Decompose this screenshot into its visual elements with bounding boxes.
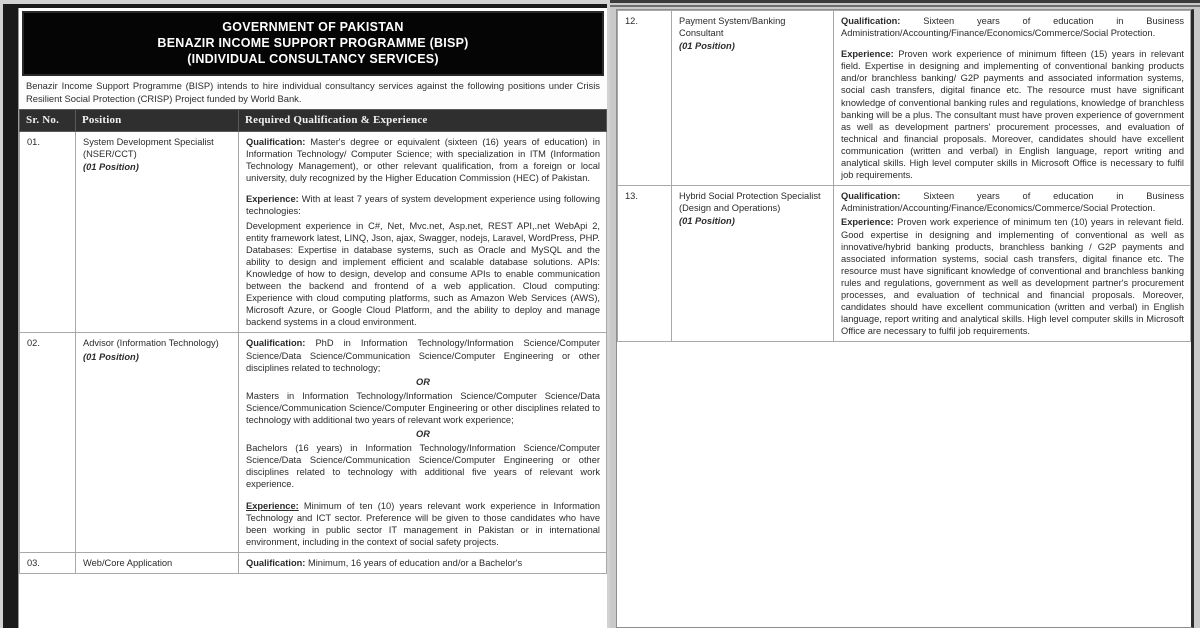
position-count: (01 Position) (679, 216, 735, 227)
position-count: (01 Position) (679, 41, 735, 52)
qualification-block (841, 190, 1184, 214)
qualification-label: Qualification: (841, 191, 901, 202)
table-row (20, 333, 607, 553)
experience-label: Experience: (246, 500, 299, 511)
cell-requirements (834, 186, 1191, 342)
cell-sr-no: 12. (618, 11, 672, 186)
qualification-block (841, 15, 1184, 39)
qualification-label: Qualification: (246, 338, 306, 349)
experience-label: Experience: (246, 194, 299, 205)
experience-label: Experience: (841, 217, 894, 228)
advertisement-banner (22, 11, 604, 76)
right-page-scan (610, 0, 1200, 628)
cell-position (672, 186, 834, 342)
cell-sr-no: 03. (20, 552, 76, 573)
header-position: Position (76, 110, 239, 132)
cell-sr-no: 13. (618, 186, 672, 342)
cell-position (76, 132, 239, 333)
table-header-row (20, 110, 607, 132)
left-scan-dark-border (3, 4, 607, 628)
position-title: System Development Specialist (NSER/CCT) (83, 137, 214, 160)
qualification-block (246, 136, 600, 184)
qualification-text: Master's degree or equivalent (sixteen (16) years of education) in Information Technology/ Computer Science; with specialization in ITM (Information Technology Management), or other relevant qualification, from a foreign or local university, duly recognized by the Higher Education Commission (HEC) of Pakistan. (246, 137, 600, 184)
right-paper (616, 9, 1194, 628)
alternative-qualification-1: Masters in Information Technology/Information Science/Computer Science/Data Science/Communication Science/Computer Engineering or other disciplines related to technology with additional two years of relevant work experience; (246, 390, 600, 425)
table-row (20, 552, 607, 573)
experience-text: With at least 7 years of system development experience using following technologies: (246, 194, 600, 217)
cell-position (76, 552, 239, 573)
cell-requirements (834, 11, 1191, 186)
qualification-block (246, 337, 600, 373)
left-jobs-table (19, 109, 607, 574)
position-title: Web/Core Application (83, 557, 173, 568)
qualification-text: PhD in Information Technology/Information Science/Computer Science/Data Science/Communication Science/Computer Engineering or other disciplines related to technology; (246, 338, 600, 373)
left-paper (18, 8, 607, 628)
or-separator-1: OR (416, 376, 430, 387)
qualification-label: Qualification: (841, 16, 901, 26)
cell-sr-no: 01. (20, 132, 76, 333)
header-sr-no: Sr. No. (20, 110, 76, 132)
banner-line-government: GOVERNMENT OF PAKISTAN (222, 20, 404, 34)
experience-text: Proven work experience of minimum fifteen (15) years in relevant field. Expertise in designing and implementing of conventional banking products and/or branchless banking/ G2P payments and associated information systems, social cash transfers, digital finance etc. The resource must have significant knowledge of conventional banking rules and regulations, knowledge of branchless banking will be a plus. The consultant must have proven experience of government as well as development partners' procurement processes, and evaluation of technical and financial proposals. Moreover, candidates should have excellent communication (written and verbal) in English language, report writing and analytical skills. High level computer skills in Microsoft Office is necessary to fulfil job requirements. (841, 49, 1184, 181)
alternative-qualification-2: Bachelors (16 years) in Information Technology/Information Science/Computer Science/Data Science/Communication Science/Computer Engineering or other disciplines related to technology with additional five years of relevant work experience. (246, 443, 600, 490)
cell-requirements (239, 552, 607, 573)
cell-sr-no: 02. (20, 333, 76, 553)
qualification-text: Minimum, 16 years of education and/or a Bachelor's (305, 557, 523, 568)
page-top-rule-light (610, 5, 1200, 7)
position-title: Advisor (Information Technology) (83, 338, 219, 349)
qualification-text: Sixteen years of education in Business Administration/Accounting/Finance/Economics/Commerce/Social Protection. (841, 191, 1184, 214)
cell-requirements (239, 333, 607, 553)
cell-position (672, 11, 834, 186)
qualification-text: Sixteen years of education in Business Administration/Accounting/Finance/Economics/Commerce/Social Protection. (841, 16, 1184, 39)
position-title: Payment System/Banking Consultant (679, 16, 786, 39)
intro-paragraph: Benazir Income Support Programme (BISP) intends to hire individual consultancy services against the following positions under Crisis Resilient Social Protection (CRISP) Project funded by World Bank. (19, 76, 607, 109)
experience-text: Minimum of ten (10) years relevant work experience in Information Technology and ICT sector. Preference will be given to those candidates who have been working in public sector IT management in Pakistan or in international environment, including in the context of social safety projects. (246, 500, 600, 547)
experience-block (246, 500, 600, 548)
position-title: Hybrid Social Protection Specialist (Design and Operations) (679, 191, 821, 214)
table-row (618, 11, 1191, 186)
table-row (20, 132, 607, 333)
position-count: (01 Position) (83, 162, 139, 173)
experience-block (841, 48, 1184, 181)
experience-label: Experience: (841, 49, 894, 60)
qualification-label: Qualification: (246, 557, 306, 568)
table-row (618, 186, 1191, 342)
banner-line-services: (INDIVIDUAL CONSULTANCY SERVICES) (187, 52, 439, 66)
or-separator-2: OR (416, 429, 430, 440)
position-count: (01 Position) (83, 351, 139, 362)
experience-block (841, 216, 1184, 337)
page-top-rule-dark (610, 0, 1200, 3)
qualification-block (246, 557, 600, 569)
cell-position (76, 333, 239, 553)
header-requirements: Required Qualification & Experience (239, 110, 607, 132)
cell-requirements (239, 132, 607, 333)
experience-text: Proven work experience of minimum ten (10) years in relevant field. Good expertise in designing and implementing of conventional as well as innovative/hybrid banking products, branchless banking / G2P payments and associated information systems, social cash transfers, digital finance etc. The resource must have significant knowledge of conventional and branchless banking rules and regulations, government as well as development partner's procurement processes, and evaluation of technical and financial proposals. Moreover, candidates should have excellent communication (written and verbal) in English language, report writing and analytical skills. High level computer skills in Microsoft Office are necessary to fulfil job requirements. (841, 217, 1184, 337)
qualification-label: Qualification: (246, 137, 306, 147)
banner-line-programme: BENAZIR INCOME SUPPORT PROGRAMME (BISP) (157, 36, 469, 50)
experience-technologies: Development experience in C#, Net, Mvc.net, Asp.net, REST API,.net WebApi 2, entity framework latest, LINQ, Json, ajax, Swagger, nodejs, Laravel, WordPress, PHP. Databases: Expertise in database systems, such as Oracle and MySQL and the ability to design and implement efficient and scalable database solutions. APIs: Knowledge of how to design, develop and consume APIs to enable communication between the backend and frontend of a web application. Cloud computing: Experience with cloud computing platforms, such as Amazon Web Services (AWS), Microsoft Azure, or Google Cloud Platform, and the ability to deploy and manage backend systems in a cloud environment. (246, 220, 600, 328)
right-jobs-table (617, 10, 1191, 342)
experience-block (246, 193, 600, 217)
